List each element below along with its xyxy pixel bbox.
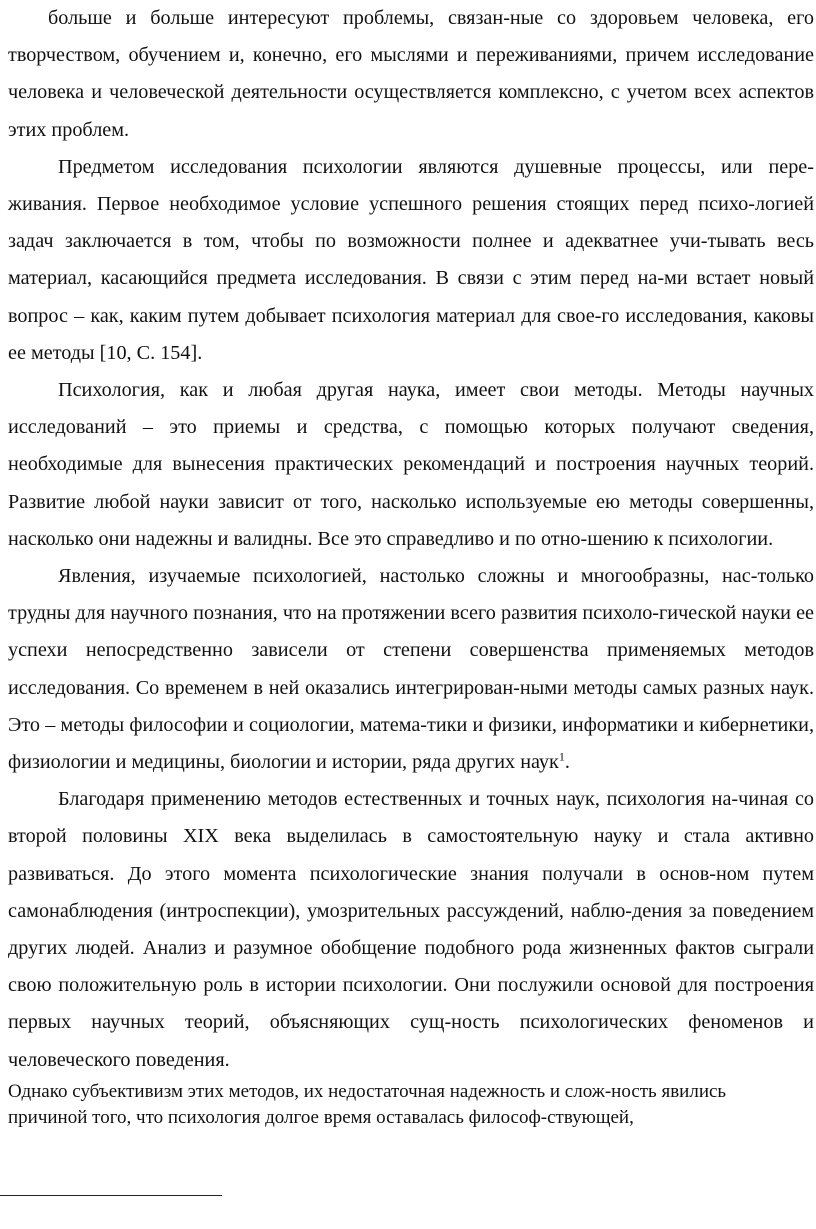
paragraph-4 (8, 558, 814, 781)
paragraph-4-end: . (564, 751, 570, 774)
paragraph-2: Предметом исследования психологии являются душевные процессы, или пере-живания. Первое необходимое условие успешного решения стоящих перед психо-логией задач заключается в том, чтобы по возможности полнее и адекватнее учи-тывать весь материал, касающийся предмета исследования. В связи с этим перед на-ми встает новый вопрос – как, каким путем добывает психология материал для свое-го исследования, каковы ее методы [10, С. 154]. (8, 155, 814, 364)
body-text (8, 0, 814, 1128)
paragraph-4-text: Явления, изучаемые психологией, настолько сложны и многообразны, нас-только трудны для научного познания, что на протяжении всего развития психоло-гической науки ее успехи непосредственно зависели от степени совершенства применяемых методов исследования. Со временем в ней оказались интегрирован-ными методы самых разных наук. Это – методы философии и социологии, матема-тики и физики, информатики и кибернетики, физиологии и медицины, биологии и истории, ряда других наук (8, 565, 814, 774)
footnote-separator (0, 1195, 222, 1196)
paragraph-1: больше и больше интересуют проблемы, связан-ные со здоровьем человека, его творчеством, обучением и, конечно, его мыслями и переживаниями, причем исследование человека и человеческой деятельности осуществляется комплексно, с учетом всех аспектов этих проблем. (8, 7, 814, 141)
paragraph-5: Благодаря применению методов естественных и точных наук, психология на-чиная со второй половины XIX века выделилась в самостоятельную науку и стала активно развиваться. До этого момента психологические знания получали в основ-ном путем самонаблюдения (интроспекции), умозрительных рассуждений, наблю-дения за поведением других людей. Анализ и разумное обобщение подобного рода жизненных фактов сыграли свою положительную роль в истории психологии. Они послужили основой для построения первых научных теорий, объясняющих сущ-ность психологических феноменов и человеческого поведения. (8, 788, 814, 1071)
paragraph-3: Психология, как и любая другая наука, имеет свои методы. Методы научных исследований – это приемы и средства, с помощью которых получают сведения, необходимые для вынесения практических рекомендаций и построения научных теорий. Развитие любой науки зависит от того, насколько используемые ею методы совершенны, насколько они надежны и валидны. Все это справедливо и по отно-шению к психологии. (8, 379, 814, 550)
paragraph-6: Однако субъективизм этих методов, их недостаточная надежность и слож-ность явились причиной того, что психология долгое время оставалась философ-ствующей, (8, 1081, 727, 1128)
footnote-marker[interactable]: 1 (558, 749, 565, 764)
